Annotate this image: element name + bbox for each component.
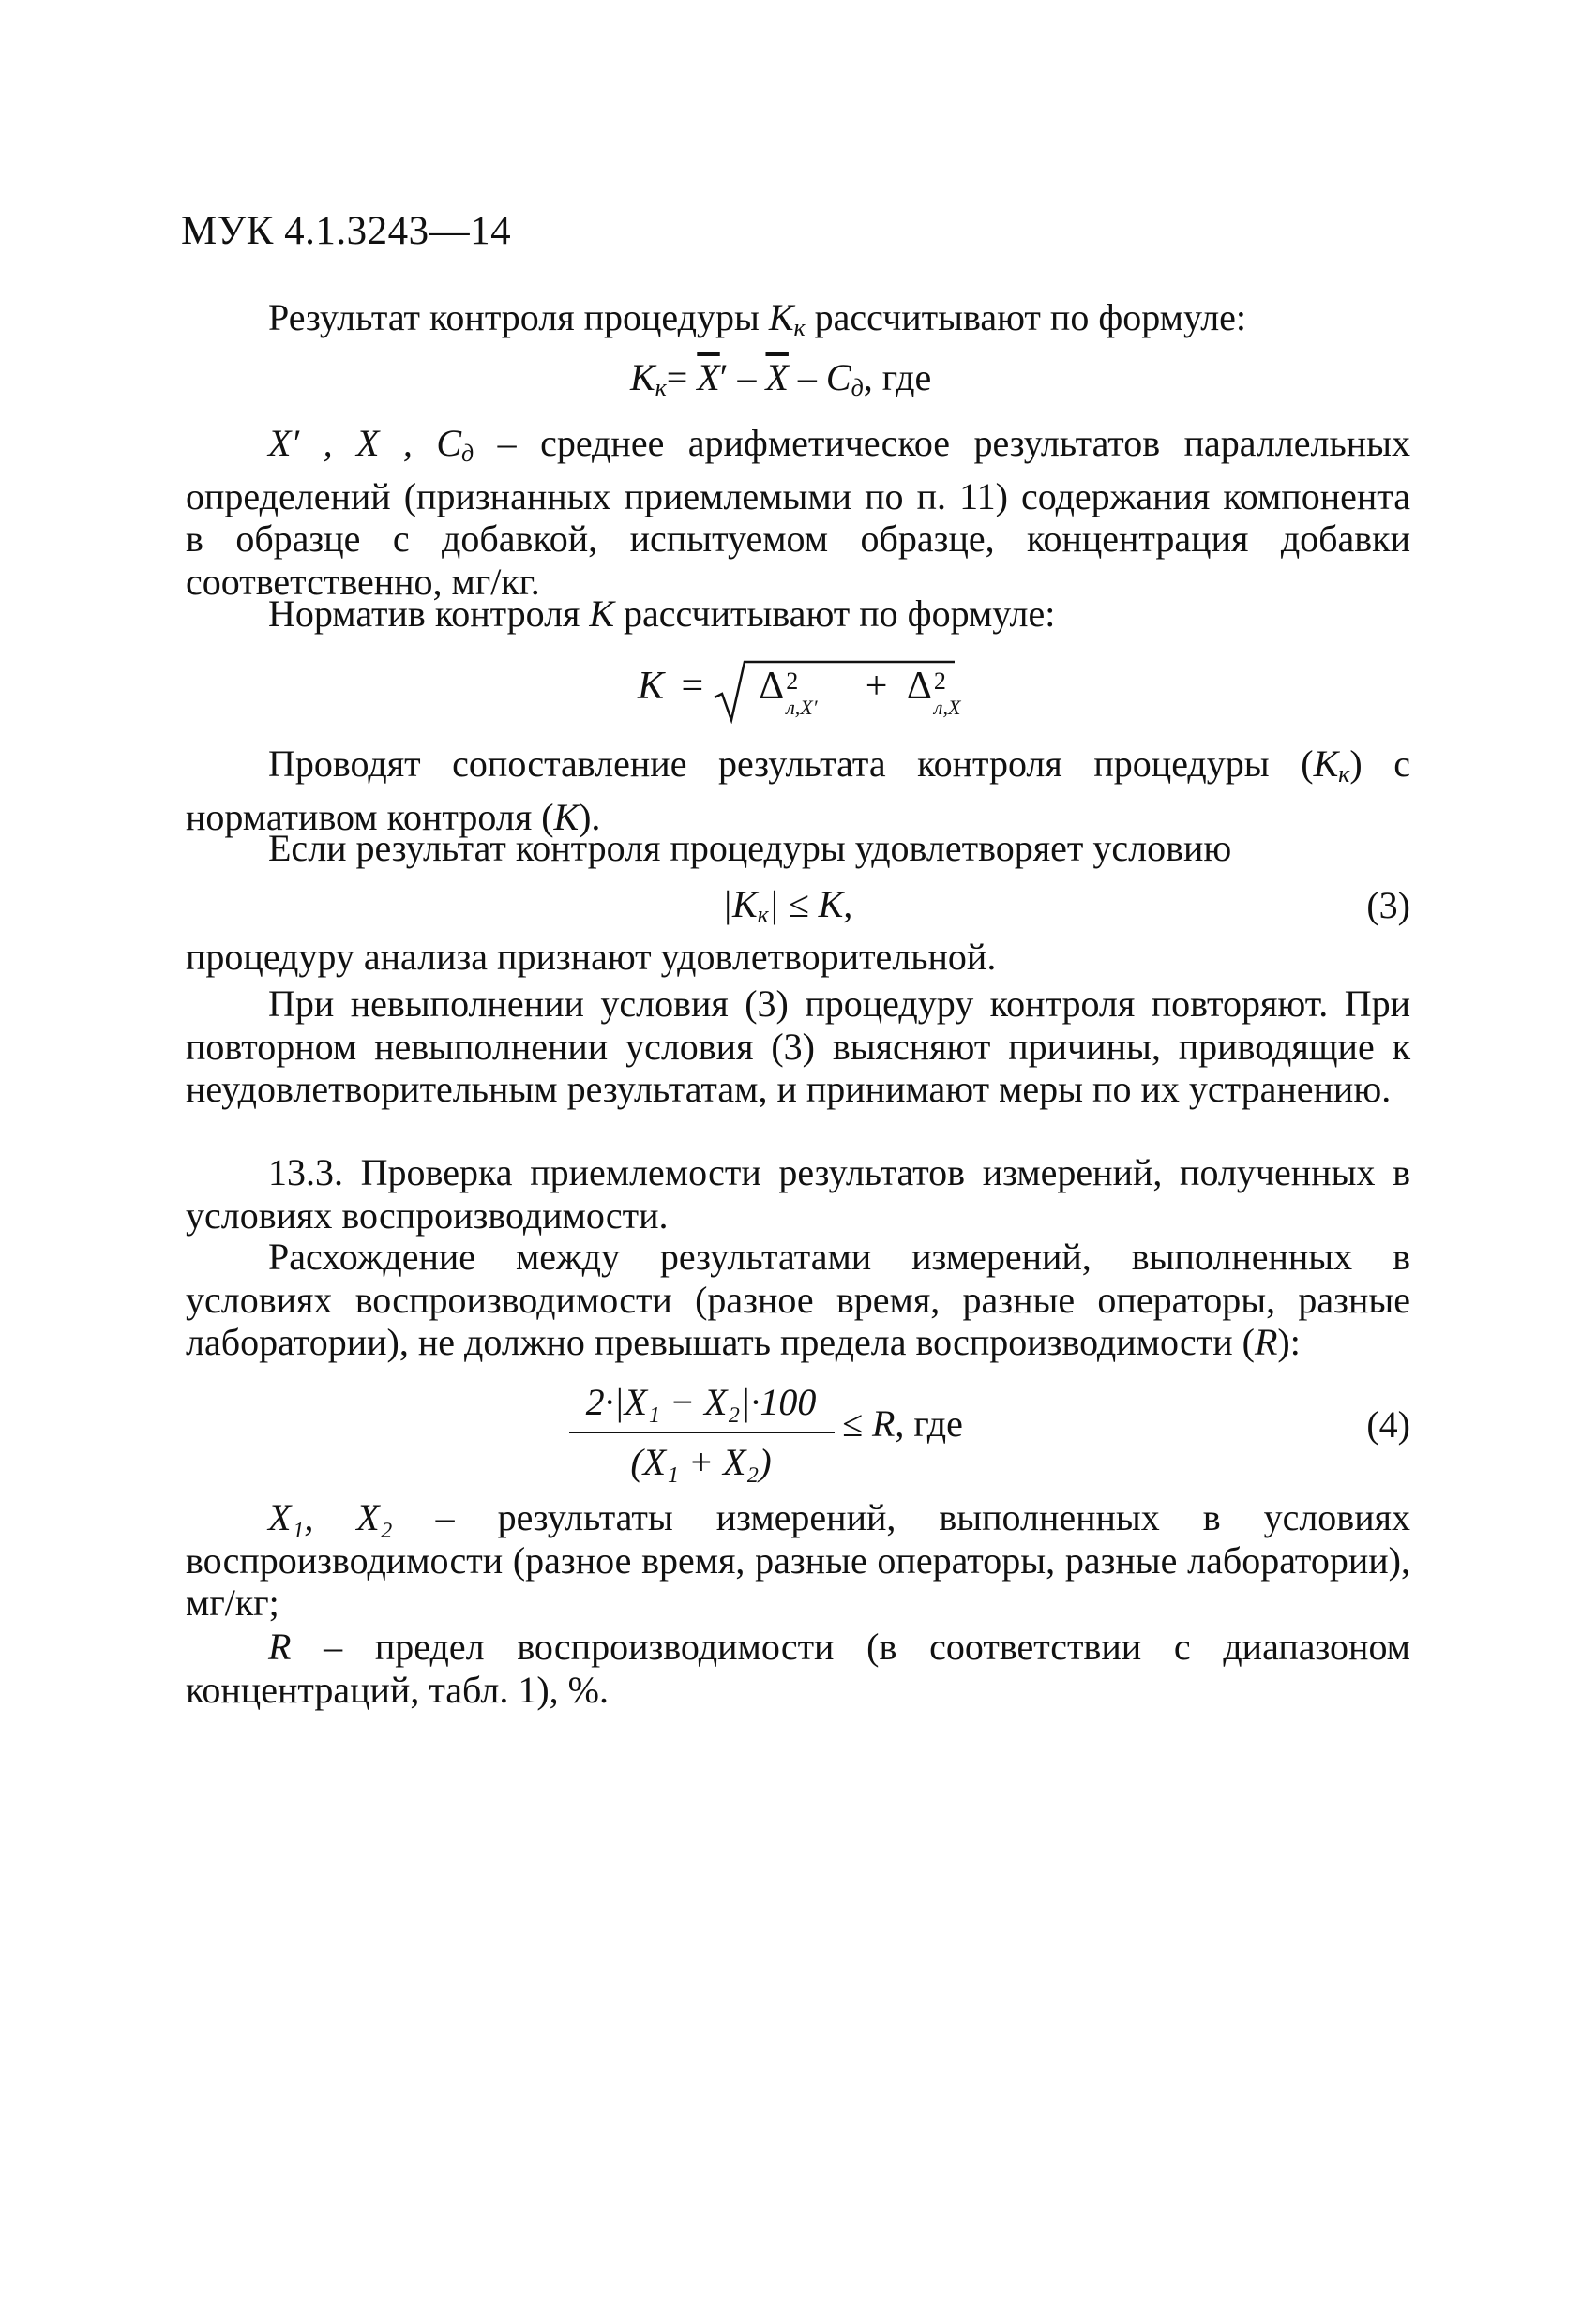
formula-prime: ′ (719, 356, 729, 398)
formula-sup-2: 2 (933, 667, 946, 695)
symbol-k: К (768, 296, 794, 338)
text: Если результат контроля процедуры удовлетворяет условию (268, 827, 1232, 869)
fraction-numerator: 2·|X₁ − X₂|·100 (585, 1381, 817, 1423)
formula-sup: 2 (786, 667, 799, 695)
symbol-k-sub: к (793, 314, 806, 341)
paragraph-satisfactory (186, 936, 1410, 979)
paragraph-repeat (186, 982, 1410, 1111)
paragraph-compare (186, 742, 1410, 838)
formula-c-sub: д (851, 374, 864, 401)
text: Проводят сопоставление результата контроля процедуры ( (268, 742, 1314, 785)
equation-number-4: (4) (1366, 1403, 1410, 1446)
text: ): (1277, 1321, 1301, 1363)
text: 13.3. Проверка приемлемости результатов измерений, полученных в условиях воспроизводимости. (186, 1151, 1410, 1237)
definition-means (186, 422, 1410, 603)
formula-x-mean: $\overline{X}$ (765, 356, 789, 398)
symbol-k: К (589, 592, 614, 635)
definition-symbols: X₁, X₂ (268, 1496, 393, 1538)
definition-x1-x2 (186, 1496, 1410, 1625)
formula-lhs-sub: к (655, 374, 667, 401)
text: процедуру анализа признают удовлетворительной. (186, 936, 997, 978)
formula-sub1: л,X′ (786, 696, 818, 719)
definition-text: – среднее арифметическое результатов параллельных определений (признанных приемлемыми по п. 11) содержания компонента в образце с добавкой, испытуемом образце, концентрация добавки соответственно, мг/кг. (186, 422, 1411, 603)
definition-symbols: X′ , X , С (268, 422, 462, 464)
document-code: МУК 4.1.3243—14 (181, 209, 512, 253)
formula-sub: к (757, 901, 769, 928)
formula-rel: ≤ R (842, 1402, 896, 1445)
text: Норматив контроля (268, 592, 580, 635)
formula-condition (722, 883, 852, 936)
text: рассчитывают по формуле: (623, 592, 1056, 635)
equation-number-3: (3) (1366, 884, 1410, 926)
text: рассчитывают по формуле: (814, 296, 1247, 338)
paragraph-reproducibility (186, 1236, 1410, 1364)
symbol-k-2: К (553, 795, 580, 838)
definition-symbol: R (268, 1626, 292, 1668)
definition-r (186, 1626, 1410, 1711)
symbol-k: К (1313, 742, 1339, 785)
formula-lhs: K (638, 665, 665, 708)
symbol-k-sub: к (1338, 760, 1350, 787)
text: При невыполнении условия (3) процедуру контроля повторяют. При повторном невыполнении условия (3) выясняют причины, приводящие к неудовлетворительным результатам, и принимают меры по их устранению. (186, 982, 1410, 1110)
fraction-denominator: (X₁ + X₂) (630, 1441, 772, 1483)
formula-sub2: л,X (933, 696, 961, 719)
formula-tail: , где (895, 1402, 963, 1445)
formula-minus-2: – (797, 356, 817, 398)
formula-delta: Δ (759, 665, 785, 708)
paragraph-condition (186, 827, 1410, 870)
section-13-3 (186, 1151, 1410, 1237)
formula-x-mean-added: $\overline{X}$ (697, 356, 720, 398)
formula-rel: | ≤ К, (768, 883, 853, 925)
symbol-r: R (1254, 1321, 1278, 1363)
text: ). (579, 795, 601, 838)
formula-eq: = (681, 665, 704, 708)
definition-text: – результаты измерений, выполненных в условиях воспроизводимости (разное время, разные операторы, разные лаборатории), мг/кг; (186, 1496, 1410, 1624)
formula-minus: – (737, 356, 757, 398)
paragraph-norm-intro (186, 592, 1410, 636)
formula-relation (842, 1402, 963, 1445)
definition-text: – предел воспроизводимости (в соответствии с диапазоном концентраций, табл. 1), %. (186, 1626, 1410, 1711)
formula-kk (630, 356, 931, 409)
formula-abs-k: |К (722, 883, 758, 925)
text: ) с нормативом контроля ( (186, 742, 1410, 838)
formula-plus: + (865, 665, 888, 708)
text: Расхождение между результатами измерений, выполненных в условиях воспроизводимости (разное время, разные операторы, разные лаборатории), не должно превышать предела воспроизводимости ( (186, 1236, 1410, 1363)
formula-tail: , где (863, 356, 932, 398)
fraction-rule (569, 1432, 835, 1433)
text: Результат контроля процедуры (268, 296, 760, 338)
definition-c-sub: д (461, 440, 474, 467)
formula-c: С (825, 356, 851, 398)
formula-lhs: К (630, 356, 655, 398)
paragraph-result-intro (186, 296, 1410, 350)
formula-eq: = (666, 356, 688, 398)
sqrt-symbol-icon (713, 656, 956, 724)
formula-delta-2: Δ (906, 665, 932, 708)
